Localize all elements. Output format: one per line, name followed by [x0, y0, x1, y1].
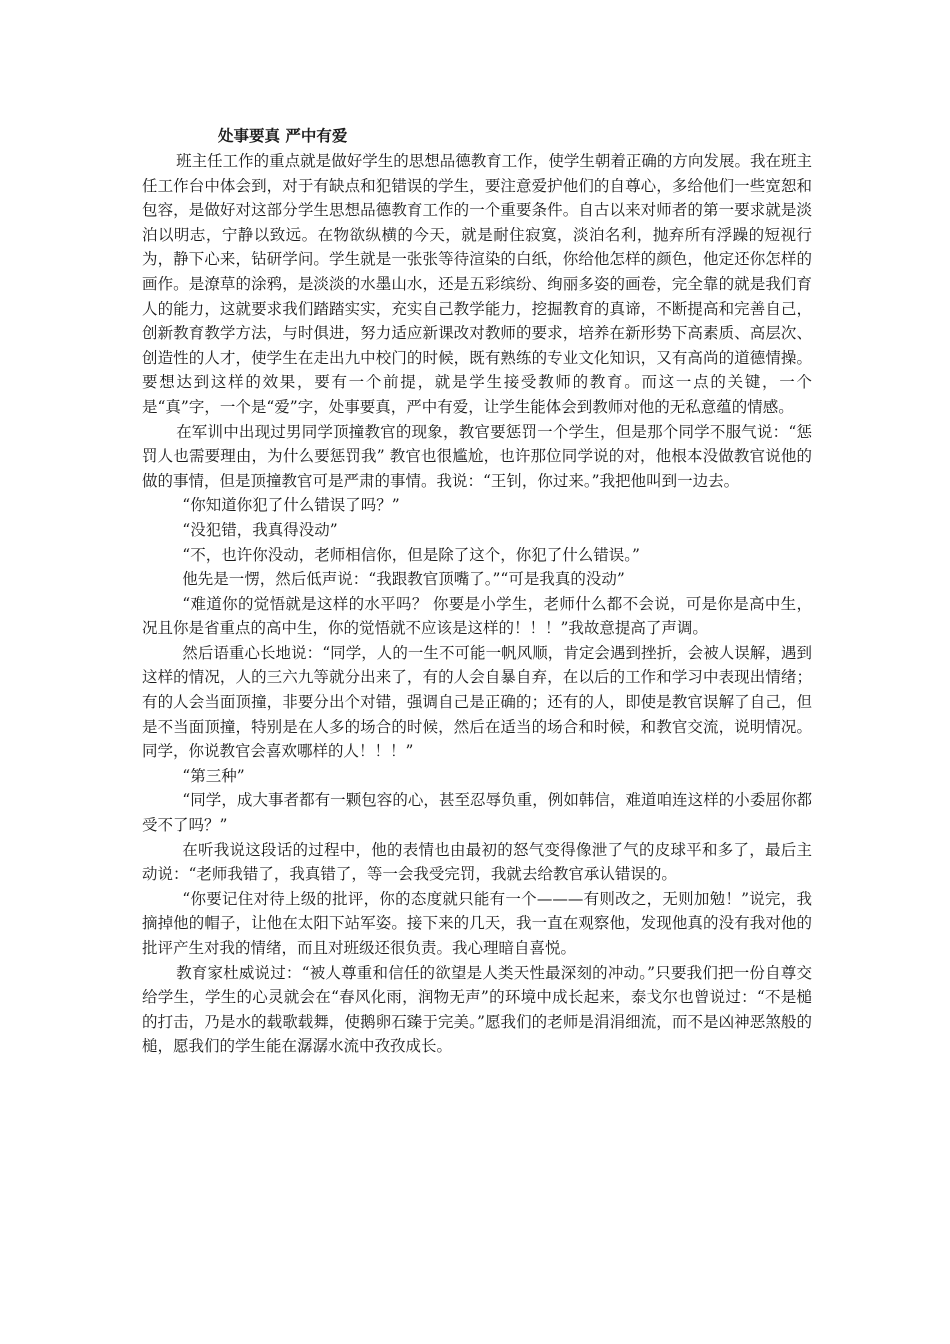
paragraph: 在听我说这段话的过程中，他的表情也由最初的怒气变得像泄了气的皮球平和多了，最后主动说：“老师我错了，我真错了，等一会我受完罚，我就去给教官承认错误的。: [142, 840, 812, 884]
paragraph: “你要记住对待上级的批评，你的态度就只能有一个———有则改之，无则加勉！”说完，我摘掉他的帽子，让他在太阳下站军姿。接下来的几天，我一直在观察他，发现他真的没有我对他的批评产生对我的情绪，而且对班级还很负责。我心理暗自喜悦。: [142, 889, 812, 957]
article: [142, 124, 812, 1059]
article-body: [142, 149, 812, 1059]
paragraph: “难道你的觉悟就是这样的水平吗？ 你要是小学生，老师什么都不会说，可是你是高中生，况且你是省重点的高中生，你的觉悟就不应该是这样的！！！”我故意提高了声调。: [142, 594, 812, 638]
paragraph: “你知道你犯了什么错误了吗？”: [182, 496, 400, 515]
paragraph: “第三种”: [182, 766, 245, 785]
paragraph: 他先是一愣，然后低声说：“我跟教官顶嘴了。”“可是我真的没动”: [182, 570, 625, 589]
paragraph: 在军训中出现过男同学顶撞教官的现象，教官要惩罚一个学生，但是那个同学不服气说：“惩罚人也需要理由，为什么要惩罚我” 教官也很尴尬，也许那位同学说的对，他根本没做教官说他的做的事情，但是顶撞教官可是严肃的事情。我说：“王钊，你过来。”我把他叫到一边去。: [142, 422, 812, 490]
paragraph: “同学，成大事者都有一颗包容的心，甚至忍辱负重，例如韩信，难道咱连这样的小委屈你都受不了吗？”: [142, 791, 812, 835]
article-title: 处事要真 严中有爱: [218, 126, 348, 145]
paragraph: 班主任工作的重点就是做好学生的思想品德教育工作，使学生朝着正确的方向发展。我在班主任工作台中体会到，对于有缺点和犯错误的学生，要注意爱护他们的自尊心，多给他们一些宽恕和包容，是做好对这部分学生思想品德教育工作的一个重要条件。自古以来对师者的第一要求就是淡泊以明志，宁静以致远。在物欲纵横的今天，就是耐住寂寞，淡泊名利，抛弃所有浮躁的短视行为，静下心来，钻研学问。学生就是一张张等待渲染的白纸，你给他怎样的颜色，他定还你怎样的画作。是潦草的涂鸦，是淡淡的水墨山水，还是五彩缤纷、绚丽多姿的画卷，完全靠的就是我们育人的能力，这就要求我们踏踏实实，充实自己教学能力，挖掘教育的真谛，不断提高和完善自己，创新教育教学方法，与时俱进，努力适应新课改对教师的要求，培养在新形势下高素质、高层次、创造性的人才，使学生在走出九中校门的时候，既有熟练的专业文化知识，又有高尚的道德情操。要想达到这样的效果，要有一个前提，就是学生接受教师的教育。而这一点的关键，一个是“真”字，一个是“爱”字，处事要真，严中有爱，让学生能体会到教师对他的无私意蕴的情感。: [142, 152, 812, 416]
paragraph: “没犯错，我真得没动”: [182, 520, 338, 539]
paragraph: 然后语重心长地说：“同学，人的一生不可能一帆风顺，肯定会遇到挫折，会被人误解，遇到这样的情况，人的三六九等就分出来了，有的人会自暴自弃，在以后的工作和学习中表现出情绪；有的人会当面顶撞，非要分出个对错，强调自己是正确的；还有的人，即使是教官误解了自己，但是不当面顶撞，特别是在人多的场合的时候，然后在适当的场合和时候，和教官交流，说明情况。同学，你说教官会喜欢哪样的人！！！”: [142, 643, 812, 761]
paragraph: 教育家杜威说过：“被人尊重和信任的欲望是人类天性最深刻的冲动。”只要我们把一份自尊交给学生，学生的心灵就会在“春风化雨，润物无声”的环境中成长起来，泰戈尔也曾说过：“不是槌的打击，乃是水的载歌载舞，使鹅卵石臻于完美。”愿我们的老师是涓涓细流，而不是凶神恶煞般的槌，愿我们的学生能在潺潺水流中孜孜成长。: [142, 963, 812, 1056]
paragraph: “不，也许你没动，老师相信你，但是除了这个，你犯了什么错误。”: [182, 545, 640, 564]
